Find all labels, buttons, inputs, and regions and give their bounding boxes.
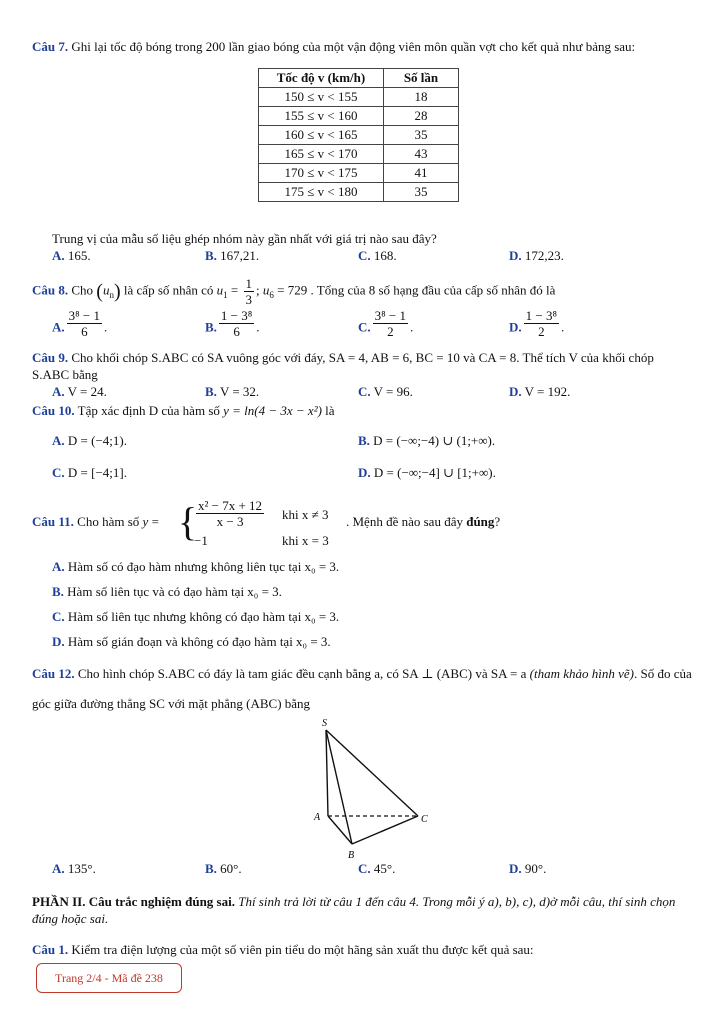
table-header-row (259, 69, 459, 88)
cell-range: 175 ≤ v < 180 (259, 183, 384, 202)
edge-sc (326, 730, 418, 816)
question-label: Câu 12. (32, 666, 75, 681)
piece-1: $\frac{\text{x² − 7x + 12}}{x - 3}$ (198, 498, 263, 529)
question-8: Câu 8. Cho $(u_n)$ là cấp số nhân có $u_1$ = $\frac{1}{3}$ ; $u_6 = 729$ . Tổng của 8 số hạng đầu của cấp số nhân đó là (32, 276, 556, 307)
option-b[interactable]: B. V = 32. (205, 384, 260, 399)
cell-count: 18 (384, 88, 459, 107)
option-a[interactable]: A. Hàm số có đạo hàm nhưng không liên tục tại x₀ = 3. (52, 559, 340, 574)
cell-range: 165 ≤ v < 170 (259, 145, 384, 164)
option-c[interactable]: C. 45°. (358, 861, 396, 876)
option-b[interactable]: B. $\frac{\text{1 − 3⁸}}{6}$ . (205, 308, 260, 339)
part-2-text: Thí sinh trả lời từ câu 1 đến câu 4. Trong mỗi ý a), b), c), d)ở mỗi câu, thí sinh chọn đúng hoặc sai. (32, 894, 676, 926)
question-text-a: Cho hình chóp S.ABC có đáy là tam giác đều cạnh bằng a, có SA ⊥ (ABC) và SA = a (77, 666, 527, 681)
option-b[interactable]: B. 167,21. (205, 248, 260, 263)
table-row (259, 107, 459, 126)
question-label: Câu 9. (32, 350, 69, 365)
question-text: Trung vị của mẫu số liệu ghép nhóm này gần nhất với giá trị nào sau đây? (52, 231, 437, 246)
options-row (32, 860, 692, 884)
cell-count: 35 (384, 183, 459, 202)
edge-sb (326, 730, 352, 844)
option-c[interactable]: C. 168. (358, 248, 397, 263)
cell-count: 41 (384, 164, 459, 183)
header-speed: Tốc độ v (km/h) (259, 69, 384, 88)
cell-count: 35 (384, 126, 459, 145)
option-b[interactable]: B. 60°. (205, 861, 242, 876)
question-label: Câu 8. (32, 282, 69, 298)
question-text-b: là cấp số nhân có (123, 282, 214, 298)
cell-range: 155 ≤ v < 160 (259, 107, 384, 126)
table-row (259, 88, 459, 107)
option-b[interactable]: B. D = (−∞;−4) ∪ (1;+∞). (358, 433, 496, 448)
cell-range: 170 ≤ v < 175 (259, 164, 384, 183)
question-12 (32, 659, 692, 719)
part-2-question-1 (32, 941, 692, 958)
piece-2-condition: khi x = 3 (282, 533, 329, 548)
question-text-b: . Số đo của góc giữa đường thẳng SC với mặt phẳng (ABC) bằng (32, 666, 692, 711)
question-text-italic: (tham khảo hình vẽ) (529, 666, 634, 681)
edge-bc (352, 816, 418, 844)
question-7 (32, 38, 692, 55)
header-count: Số lần (384, 69, 459, 88)
table-row (259, 183, 459, 202)
pyramid-figure (300, 716, 440, 864)
option-b[interactable]: B. Hàm số liên tục và có đạo hàm tại x₀ = 3. (52, 584, 282, 599)
cell-count: 28 (384, 107, 459, 126)
option-a[interactable]: A. $\frac{\text{3⁸ − 1}}{6}$ . (52, 308, 108, 339)
table-row (259, 145, 459, 164)
option-a[interactable]: A. D = (−4;1). (52, 433, 127, 448)
question-text-a: Cho (71, 282, 94, 298)
options-row (32, 247, 692, 271)
option-c[interactable]: C. D = [−4;1]. (52, 465, 127, 480)
option-a[interactable]: A. V = 24. (52, 384, 107, 399)
question-text-c: . Tổng của 8 số hạng đầu của cấp số nhân đó là (310, 282, 556, 298)
question-label: Câu 1. (32, 942, 69, 957)
question-text-a: Tập xác định D của hàm số (77, 403, 220, 418)
question-text-bold: đúng (466, 514, 495, 529)
question-label: Câu 11. (32, 514, 74, 529)
option-c[interactable]: C. Hàm số liên tục nhưng không có đạo hàm tại x₀ = 3. (52, 609, 340, 624)
vertex-a: A (314, 812, 321, 823)
question-9 (32, 349, 692, 399)
fraction: $\frac{1}{3}$ (245, 276, 253, 307)
piecewise-brace: { (178, 499, 198, 544)
question-10 (32, 402, 692, 480)
question-7-prompt (32, 230, 692, 263)
option-d[interactable]: D. $\frac{\text{1 − 3⁸}}{2}$ . (509, 308, 565, 339)
option-c[interactable]: C. $\frac{\text{3⁸ − 1}}{2}$ . (358, 308, 414, 339)
piece-2-value: −1 (194, 533, 208, 548)
question-11: Câu 11. Cho hàm số y = { $\frac{\text{x² − 7x + 12}}{x - 3}$ khi x ≠ 3 −1 khi x = 3 . Mệnh đề nào sau đây đúng? (32, 498, 501, 548)
option-d[interactable]: D. 90°. (509, 861, 547, 876)
options-row (32, 310, 692, 346)
option-d[interactable]: D. D = (−∞;−4] ∪ [1;+∞). (358, 465, 496, 480)
question-text-a: Cho hàm số (77, 514, 140, 529)
table-row (259, 164, 459, 183)
question-text: Cho khối chóp S.ABC có SA vuông góc với đáy, SA = 4, AB = 6, BC = 10 và CA = 8. Thể tích V của khối chóp S.ABC bằng (32, 350, 654, 382)
cell-range: 160 ≤ v < 165 (259, 126, 384, 145)
question-label: Câu 7. (32, 39, 69, 54)
vertex-c: C (421, 814, 428, 825)
piece-1-condition: khi x ≠ 3 (282, 507, 329, 522)
table-row (259, 126, 459, 145)
option-d[interactable]: D. 172,23. (509, 248, 564, 263)
question-text: Ghi lại tốc độ bóng trong 200 lần giao bóng của một vận động viên môn quần vợt cho kết quả như bảng sau: (71, 39, 636, 54)
part-2-title: PHẦN II. Câu trắc nghiệm đúng sai. (32, 894, 235, 909)
question-label: Câu 10. (32, 403, 75, 418)
frequency-table (258, 68, 459, 202)
edge-sa (326, 730, 328, 816)
option-d[interactable]: D. Hàm số gián đoạn và không có đạo hàm tại x₀ = 3. (52, 634, 331, 649)
question-formula: y = ln(4 − 3x − x²) (223, 403, 322, 418)
vertex-b: B (348, 850, 355, 861)
question-text-b: . Mệnh đề nào sau đây (346, 514, 463, 529)
cell-count: 43 (384, 145, 459, 164)
option-a[interactable]: A. 135°. (52, 861, 96, 876)
page-footer-badge: Trang 2/4 - Mã đề 238 (36, 963, 182, 993)
option-d[interactable]: D. V = 192. (509, 384, 571, 399)
part-2-header (32, 893, 692, 927)
question-text-b: là (325, 403, 335, 418)
vertex-s: S (322, 718, 327, 729)
cell-range: 150 ≤ v < 155 (259, 88, 384, 107)
options-row (32, 432, 692, 456)
option-a[interactable]: A. 165. (52, 248, 91, 263)
options-row (32, 464, 692, 488)
question-text: Kiểm tra điện lượng của một số viên pin tiểu do một hãng sản xuất thu được kết quả sau: (71, 942, 534, 957)
option-c[interactable]: C. V = 96. (358, 384, 413, 399)
